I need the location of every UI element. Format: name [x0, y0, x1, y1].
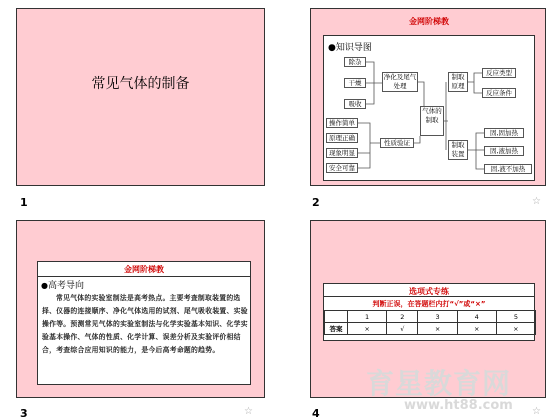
quiz-title: 选项式专练 [409, 287, 449, 296]
box-apparatus: 制取装置 [448, 140, 468, 160]
answer-cell: √ [387, 323, 418, 335]
answer-cell: × [496, 323, 535, 335]
watermark-logo: 育星教育网 [366, 367, 512, 400]
slide-header: 金网阶梯教 [409, 17, 449, 26]
box-verify: 性质验证 [380, 138, 414, 148]
table-header: 3 [418, 311, 457, 323]
box-left-1: 干燥 [344, 78, 366, 88]
table-header: 4 [457, 311, 496, 323]
star-icon: ☆ [244, 406, 253, 417]
section-title: ●知识导图 [328, 43, 372, 53]
box-purify: 净化及尾气处理 [383, 73, 417, 90]
slide-3[interactable] [16, 220, 265, 398]
knowledge-panel [323, 17, 535, 181]
tree-connectors [324, 36, 536, 182]
quiz-panel [323, 283, 535, 341]
box-left-6: 安全可靠 [326, 163, 358, 173]
slide-number: 2 [312, 196, 320, 209]
table-header: 5 [496, 311, 535, 323]
slide-number: 3 [20, 407, 28, 420]
table-header [325, 311, 348, 323]
table-header: 1 [348, 311, 387, 323]
answer-cell: × [457, 323, 496, 335]
box-left-2: 吸收 [344, 99, 366, 109]
slide-number: 1 [20, 196, 28, 209]
box-left-0: 除杂 [344, 57, 366, 67]
table-header: 2 [387, 311, 418, 323]
box-solid-liquid-noheat: 固,液不加热 [484, 164, 532, 174]
star-icon: ☆ [532, 406, 541, 417]
answer-table [324, 310, 536, 335]
answer-cell: × [418, 323, 457, 335]
box-solid-liquid-heat: 固,液加热 [484, 146, 524, 156]
quiz-instruction: 判断正误，在答题栏内打“√”或“×” [372, 300, 486, 308]
guide-paragraph: 常见气体的实验室制法是高考热点。主要考查制取装置的选择、仪器的连接顺序、净化气体选用的试剂、尾气吸收装置、实验操作等。预测常见气体的实验室制法与化学实验基本知识、化学实验基本操作、气体的性质、化学计算、误差分析及实验评价相结合，考查综合应用知识的能力，是今后高考命题的趋势。 [42, 294, 248, 354]
row-label: 答案 [325, 323, 348, 335]
answer-cell: × [348, 323, 387, 335]
box-left-3: 操作简单 [326, 118, 358, 128]
slide-header: 金网阶梯教 [124, 265, 164, 274]
box-left-4: 原理正确 [326, 133, 358, 143]
box-left-5: 现象明显 [326, 148, 358, 158]
slide-title: 常见气体的制备 [91, 76, 190, 92]
slide-2[interactable] [310, 8, 546, 186]
box-reaction-type: 反应类型 [482, 68, 516, 78]
slide-number: 4 [312, 407, 320, 420]
slide-1[interactable] [16, 8, 265, 186]
box-principle: 制取原理 [448, 72, 468, 92]
star-icon: ☆ [532, 196, 541, 207]
box-reaction-cond: 反应条件 [482, 88, 516, 98]
guide-panel [37, 261, 251, 385]
watermark-url: www.ht88.com [404, 398, 513, 413]
section-title: ●高考导向 [41, 281, 84, 291]
box-gas-prep: 气体的制取 [420, 106, 444, 136]
box-solid-heat: 固,固加热 [484, 128, 524, 138]
